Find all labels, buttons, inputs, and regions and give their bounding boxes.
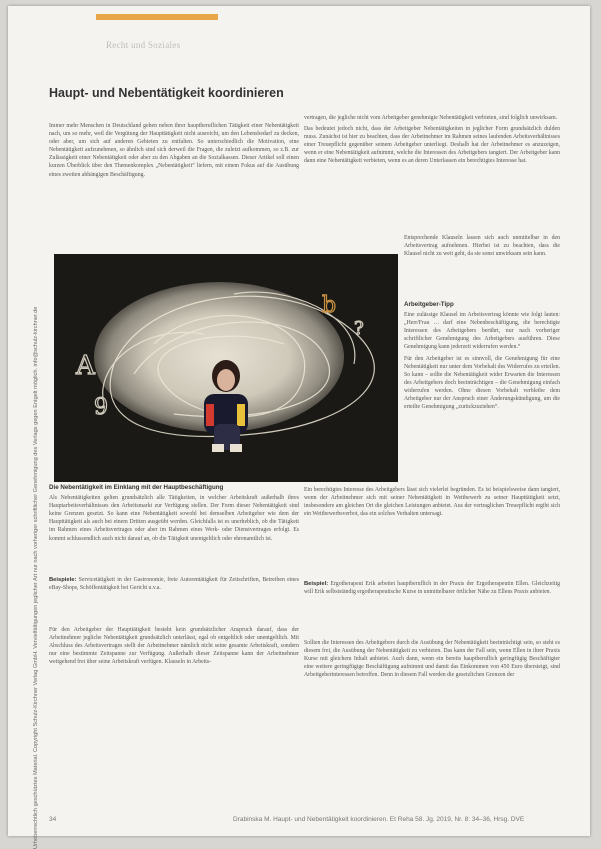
tip-text: Eine zulässige Klausel im Arbeitsvertrag könnte wie folgt lauten: „Herr/Frau … darf eine Nebenbeschäftigung, die berechtigte Interessen des Arbeitgebers berührt, nur nach vorheriger schriftlicher Genehmigung des Arbeitgebers ausführen. Diese Genehmigung kann jederzeit widerrufen werden.“ <box>404 312 560 351</box>
right-column-top <box>304 114 560 169</box>
example-label: Beispiel: <box>304 581 329 587</box>
example-paragraph <box>304 580 560 599</box>
svg-text:9: 9 <box>94 395 108 420</box>
tip-heading: Arbeitgeber-Tipp <box>404 301 454 308</box>
document-page <box>8 6 590 849</box>
svg-text:b: b <box>322 293 337 318</box>
copyright-notice: Urheberrechtlich geschütztes Material. Copyright Schulz-Kirchner Verlag GmbH. Vervielfältigungen jeglicher Art nur nach vorheriger schriftlicher Genehmigung des Verlags gegen Entgelt möglich. info@schulz-kirchner.de <box>33 306 39 849</box>
intro-paragraph <box>49 122 299 182</box>
paragraph: Für den Arbeitgeber der Haupttätigkeit besteht kein grundsätzlicher Anspruch darauf, dass der Arbeitnehmer jegliche Nebentätigkeit grundsätzlich unterlässt, egal ob entgeltlich oder unentgeltlich. Mit Abschluss des Arbeitsvertrages stellt der Arbeitnehmer nämlich nicht seine gesamte Arbeitskraft, sondern nur eine bestimmte Zeitspanne zur Verfügung. Außerhalb dieser Zeitspanne kann der Arbeitnehmer weitgehend frei über seine Arbeitskraft verfügen. Klauseln in Arbeits- <box>49 627 299 666</box>
interest-paragraph <box>304 486 560 521</box>
info-box <box>49 484 299 546</box>
examples-paragraph <box>49 576 299 595</box>
article-photo <box>54 254 398 482</box>
right-column-bottom <box>304 639 560 682</box>
employer-tip-box <box>404 301 560 414</box>
paragraph: Für den Arbeitgeber ist es sinnvoll, die Genehmigung für eine Nebentätigkeit nur unter dem Vorbehalt des Widerrufes zu erteilen. So kann – sollte die Nebentätigkeit wider Erwarten die Interessen des Arbeitgebers doch beeinträchtigen – die Genehmigung einfach widerrufen werden. Ohne diesen Vorbehalt verbleibe dem Arbeitgeber nur der Anspruch einer Änderungskündigung, um die erteilte Genehmigung „zurückzuziehen“. <box>404 355 560 411</box>
left-column-bottom <box>49 626 299 669</box>
paragraph: Entsprechende Klauseln lassen sich auch unmittelbar in den Arbeitsvertrag aufnehmen. Hierbei ist zu beachten, dass die Klausel nicht zu weit geht, da sie sonst unwirksam sein kann. <box>404 235 560 258</box>
svg-text:?: ? <box>354 318 364 339</box>
chalk-drawing <box>54 254 398 482</box>
paragraph: Ein berechtigtes Interesse des Arbeitgebers lässt sich vielerlei begründen. Es ist beispielsweise dann tangiert, wenn der Arbeitnehmer sich mit seiner Nebentätigkeit in Wettbewerb zu seiner Haupttätigkeit setzt, insbesondere am gleichen Ort die gleichen Leistungen anbietet. Aus der vertraglichen Treuepflicht ergibt sich ein Wettbewerbsverbot, das ein solches Verhalten untersagt. <box>304 487 560 518</box>
paragraph: Sollten die Interessen des Arbeitgebers durch die Ausübung der Nebentätigkeit beeinträchtigt sein, so steht es diesem frei, die Ausübung der Nebentätigkeit zu verbieten. Das kann der Fall sein, wenn Ellen in ihrer Praxis Kurse mit gleichem Inhalt anbietet. Auch dann, wenn ein bereits hauptberuflich geringfügig Beschäftigter eine weitere geringfügige Beschäftigung aufnimmt und damit das Einkommen von 450 Euro übersteigt, sind Arbeitgeberinteressen betroffen. Denn in diesem Fall werden die gesetzlichen Grenzen der <box>304 640 560 679</box>
person-figure <box>204 360 248 452</box>
page-number: 34 <box>49 816 57 823</box>
examples-text: Servicetätigkeit in der Gastronomie, freie Autorentätigkeit für Zeitschriften, Betreiben eines eBay-Shops, Schöffentätigkeit bei Gericht u.v.a. <box>49 577 299 592</box>
section-label: Recht und Soziales <box>106 40 181 50</box>
paragraph: vertragen, die jegliche nicht vom Arbeitgeber genehmigte Nebentätigkeit verbieten, sind folglich unwirksam. <box>304 115 558 121</box>
copyright-sidebar <box>8 46 39 849</box>
examples-label: Beispiele: <box>49 577 77 583</box>
paragraph: Das bedeutet jedoch nicht, dass der Arbeitgeber Nebentätigkeiten in jeglicher Form grundsätzlich dulden muss. Zunächst ist hier zu beachten, dass der Arbeitnehmer im Rahmen seines laufenden Arbeitsverhältnisses einer Treuepflicht gegenüber seinem Arbeitgeber unterliegt. Deshalb hat der Arbeitnehmer es anzuzeigen, wenn er eine Nebentätigkeit aufnimmt, welche die Interessen des Arbeitgebers tangiert. Der Arbeitgeber kann dann eine Nebentätigkeit verbieten, wenn es an deren Unterlassen ein berechtigtes Interesse hat. <box>304 126 560 165</box>
info-box-text: Als Nebentätigkeiten gelten grundsätzlich alle Tätigkeiten, in welcher Arbeitskraft außerhalb ihres Hauptarbeitsverhältnisses den Arbeitsmarkt zur Verfügung stellen. Der Form dieser Nebentätigkeit sind keine Grenzen gesetzt. So kann eine Nebentätigkeit sowohl bei demselben Arbeitgeber wie dem der Haupttätigkeit als auch bei einem Dritten ausgeübt werden. Gleichfalls ist es unerheblich, ob die Tätigkeit im Rahmen eines Arbeitsvertrages oder aber im Rahmen eines Werk- oder Dienstvertrages erfolgt. Es kommt schlussendlich auch nicht darauf an, ob die Tätigkeit unentgeltlich oder ehrenamtlich ist. <box>49 495 299 542</box>
example-text: Ergotherapeut Erik arbeitet hauptberuflich in der Praxis der Ergotherapeutin Ellen. Gleichzeitig will Erik selbstständig ergotherapeutische Kurse in unmittelbarer örtlicher Nähe zu Ellens Praxis anbieten. <box>304 581 560 596</box>
intro-text: Immer mehr Menschen in Deutschland gehen neben ihrer hauptberuflichen Tätigkeit einer Nebentätigkeit nach, um so mehr, weil die Vergütung der Haupttätigkeit nicht ausreicht, um den Lebensbedarf zu decken, oder aber, um sich auf anderen Gebieten zu entfalten. So unterschiedlich die Motivation, eine Nebentätigkeit aufzunehmen, so ähnlich sind sich derweil die Fragen, die zuletzt aufkommen, so z.B. zur Zulässigkeit einer Nebentätigkeit oder aber zu den Abgaben an die Sozialkassen. Dieser Artikel soll einen kurzen Überblick über den Themenkomplex „Nebentätigkeit“ liefern, mit einem Fokus auf die Ausübung eines zweiten abhängigen Beschäftigung. <box>49 123 299 178</box>
svg-text:A: A <box>76 351 95 381</box>
footer-citation: Drabinska M. Haupt- und Nebentätigkeit koordinieren. Et Reha 58. Jg. 2019, Nr. 8: 34–36, Hrsg. DVE <box>233 816 525 823</box>
article-title: Haupt- und Nebentätigkeit koordinieren <box>49 86 284 100</box>
clause-paragraph <box>404 234 560 261</box>
section-color-bar <box>96 14 218 20</box>
info-box-heading: Die Nebentätigkeit im Einklang mit der Hauptbeschäftigung <box>49 484 224 491</box>
